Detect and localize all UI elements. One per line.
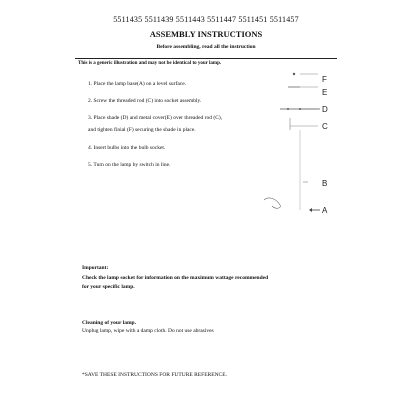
document-title: ASSEMBLY INSTRUCTIONS: [149, 29, 263, 39]
step-5: 5. Turn on the lamp by switch in line.: [88, 162, 171, 168]
label-e: E: [322, 88, 328, 97]
save-instructions-note: *SAVE THESE INSTRUCTIONS FOR FUTURE REFERENCE.: [82, 372, 227, 378]
step-3: 3. Place shade (D) and metal cover(E) over threaded rod (C),: [88, 115, 223, 121]
step-1: 1. Place the lamp base(A) on a level surface.: [88, 81, 187, 87]
step-3-continued: and tighten finial (F) securing the shade in place.: [88, 127, 196, 133]
disclaimer-text: This is a generic illustration and may not be identical to your lamp.: [78, 61, 222, 66]
label-d: D: [322, 105, 328, 114]
label-a: A: [322, 206, 328, 215]
cleaning-body: Unplug lamp, wipe with a damp cloth. Do not use abrasives: [82, 328, 214, 334]
important-heading: Important:: [82, 265, 109, 271]
divider-line: [75, 58, 337, 59]
label-b: B: [322, 179, 328, 188]
label-f: F: [322, 75, 327, 84]
step-4: 4. Insert bulbs into the bulb socket.: [88, 145, 166, 151]
cleaning-heading: Cleaning of your lamp.: [82, 320, 136, 326]
lamp-diagram: [260, 60, 350, 225]
document-subtitle: Before assembling, read all the instruction: [156, 44, 256, 50]
step-2: 2. Screw the threaded rod (C) into socket assembly.: [88, 98, 202, 104]
model-numbers: 5511435 5511439 5511443 5511447 5511451 5511457: [113, 15, 299, 24]
finial-part: [293, 73, 295, 75]
label-c: C: [322, 122, 328, 131]
important-body: Check the lamp socket for information on the maximum wattage recommended for your specific lamp.: [82, 275, 269, 290]
power-cord: [264, 198, 280, 208]
arrow-a-icon: [309, 208, 312, 212]
socket-left: [287, 108, 289, 110]
